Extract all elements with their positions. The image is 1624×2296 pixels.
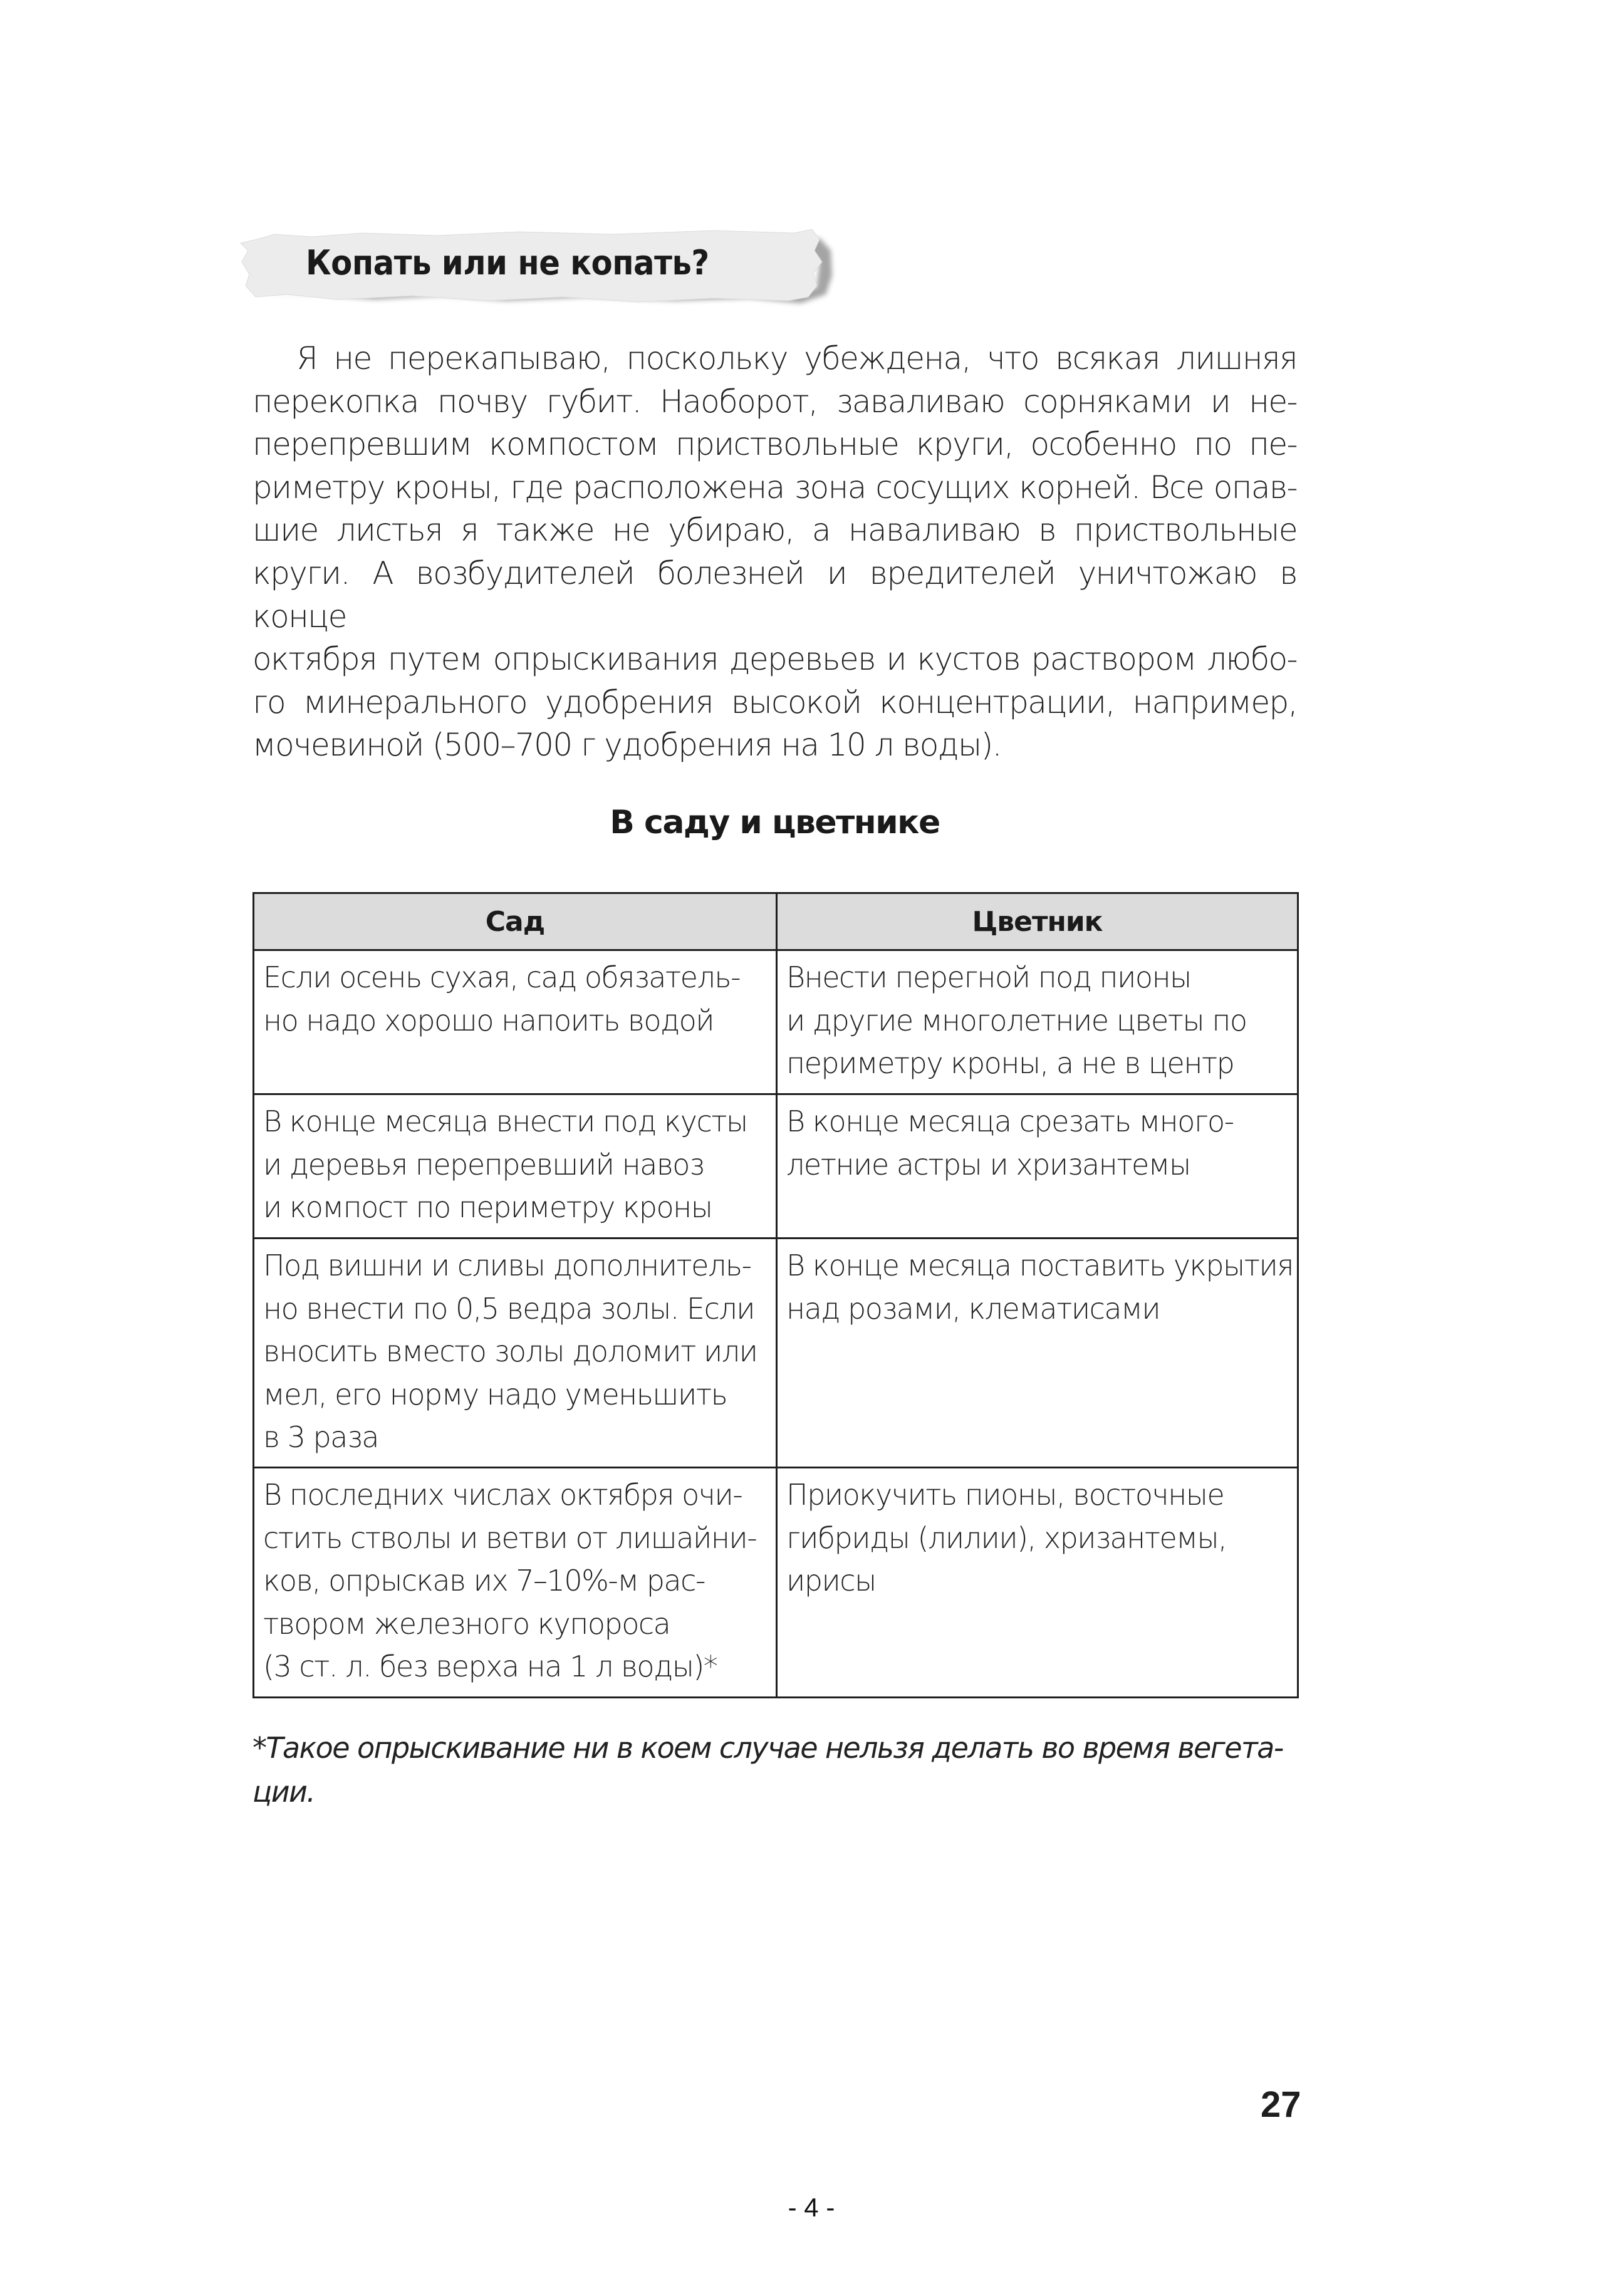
- section-heading: Копать или не копать?: [306, 243, 709, 283]
- cell-line: над розами, клематисами: [786, 1291, 1160, 1326]
- cell-line: В конце месяца поставить укрытия: [786, 1249, 1294, 1282]
- cell-line: твором железного купороса: [263, 1606, 670, 1641]
- table-row: [254, 1239, 1298, 1468]
- table-row: [254, 1094, 1298, 1239]
- column-header-flowerbed: Цветник: [777, 893, 1298, 950]
- footnote-line: *Такое опрыскивание ни в коем случае нельзя делать во время вегета-: [252, 1731, 1283, 1765]
- garden-cell: [254, 1094, 777, 1239]
- body-paragraph: [252, 337, 1297, 767]
- cell-line: В последних числах октября очи-: [263, 1478, 742, 1512]
- cell-line: и компост по периметру кроны: [263, 1190, 712, 1224]
- flowerbed-cell: [777, 1239, 1298, 1468]
- paragraph-line: шие листья я также не убираю, а наваливаю в приствольные: [252, 512, 1297, 549]
- flowerbed-cell: [777, 1468, 1298, 1698]
- garden-cell: [254, 1468, 777, 1698]
- paragraph-line: круги. А возбудителей болезней и вредителей уничтожаю в конце: [252, 554, 1297, 635]
- cell-line: (3 ст. л. без верха на 1 л воды)*: [263, 1649, 717, 1683]
- cell-line: в 3 раза: [263, 1420, 378, 1454]
- cell-line: летние астры и хризантемы: [786, 1147, 1190, 1182]
- cell-line: периметру кроны, а не в центр: [786, 1046, 1234, 1080]
- cell-line: гибриды (лилии), хризантемы,: [786, 1520, 1227, 1555]
- page-number: 27: [1261, 2084, 1301, 2125]
- paragraph-line: перепревшим компостом приствольные круги, особенно по пе-: [252, 426, 1297, 463]
- paragraph-line: Я не перекапываю, поскольку убеждена, что всякая лишняя: [296, 340, 1297, 377]
- cell-line: В конце месяца срезать много-: [786, 1104, 1234, 1138]
- cell-line: вносить вместо золы доломит или: [263, 1334, 757, 1368]
- table-header-row: [254, 893, 1298, 950]
- paragraph-line: октября путем опрыскивания деревьев и кустов раствором любо-: [252, 641, 1297, 678]
- table-row: [254, 950, 1298, 1094]
- cell-line: Приокучить пионы, восточные: [786, 1478, 1224, 1512]
- paragraph-line: го минерального удобрения высокой концентрации, например,: [252, 683, 1297, 720]
- table-row: [254, 1468, 1298, 1698]
- cell-line: стить стволы и ветви от лишайни-: [263, 1520, 757, 1555]
- column-header-garden: Сад: [254, 893, 777, 950]
- cell-line: ков, опрыскав их 7–10%-м рас-: [263, 1564, 705, 1597]
- garden-tasks-table: [252, 892, 1299, 1698]
- cell-line: но внести по 0,5 ведра золы. Если: [263, 1291, 755, 1326]
- cell-line: Под вишни и сливы дополнитель-: [263, 1249, 751, 1282]
- cell-line: но надо хорошо напоить водой: [263, 1003, 714, 1037]
- cell-line: Внести перегной под пионы: [786, 960, 1191, 994]
- cell-line: Если осень сухая, сад обязатель-: [263, 960, 741, 994]
- cell-line: и деревья перепревший навоз: [263, 1147, 704, 1182]
- flowerbed-cell: [777, 950, 1298, 1094]
- cell-line: и другие многолетние цветы по: [786, 1003, 1247, 1037]
- section-heading-banner: [237, 226, 851, 308]
- table-title: В саду и цветнике: [610, 804, 940, 841]
- cell-line: В конце месяца внести под кусты: [263, 1104, 747, 1138]
- garden-cell: [254, 950, 777, 1094]
- footnote-line: ции.: [252, 1775, 315, 1809]
- flowerbed-cell: [777, 1094, 1298, 1239]
- cell-line: ирисы: [786, 1564, 876, 1597]
- paragraph-line: перекопка почву губит. Наоборот, заваливаю сорняками и не-: [252, 383, 1297, 420]
- sheet-number: - 4 -: [788, 2193, 835, 2222]
- cell-line: мел, его норму надо уменьшить: [263, 1377, 727, 1411]
- paragraph-line: риметру кроны, где расположена зона сосущих корней. Все опав-: [252, 469, 1297, 506]
- table-footnote: [252, 1726, 1297, 1814]
- garden-cell: [254, 1239, 777, 1468]
- paragraph-line: мочевиной (500–700 г удобрения на 10 л воды).: [252, 727, 1001, 764]
